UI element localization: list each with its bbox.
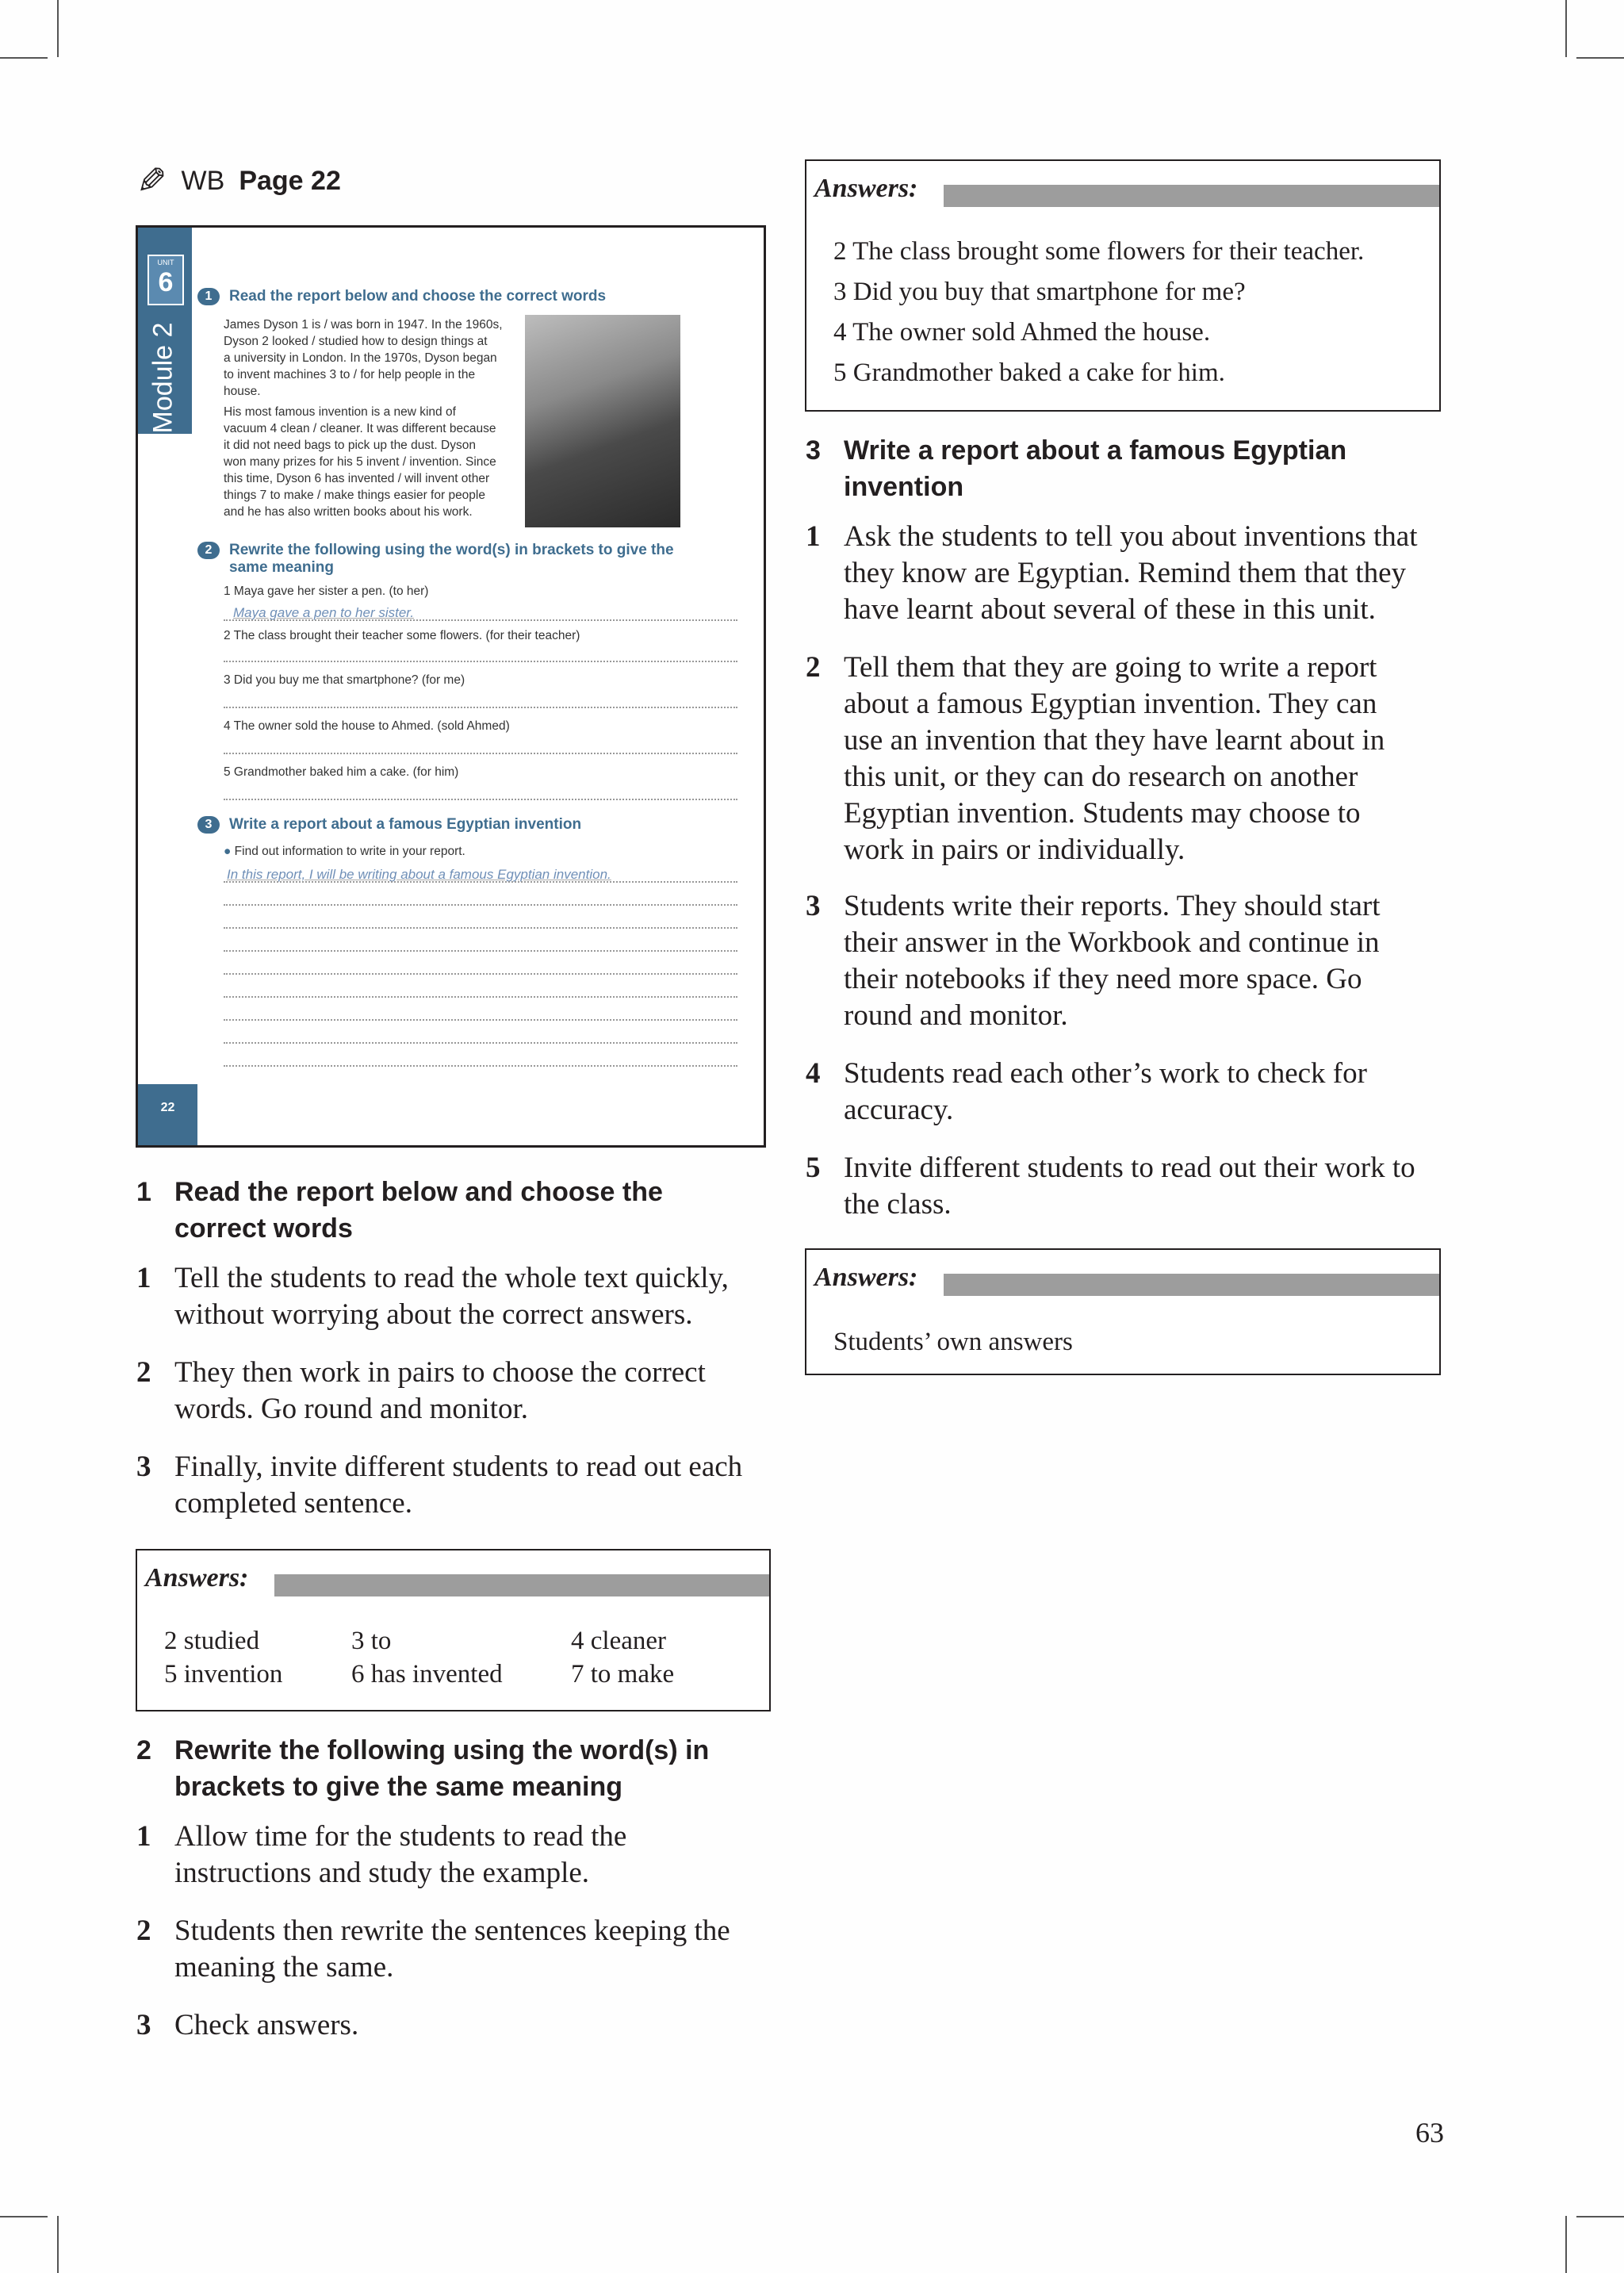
step-line: round and monitor. bbox=[844, 999, 1068, 1032]
text-line: house. bbox=[224, 385, 261, 398]
answers-label: Answers: bbox=[814, 174, 918, 203]
answer-line bbox=[224, 996, 737, 998]
answer-item: 3 Did you buy that smartphone for me? bbox=[833, 278, 1246, 306]
answers-bar bbox=[944, 1274, 1439, 1296]
step-text bbox=[174, 1913, 730, 1986]
text-line: won many prizes for his 5 invent / invention. Since bbox=[224, 455, 496, 469]
step-number: 2 bbox=[136, 1915, 151, 1947]
answer-item: Students’ own answers bbox=[833, 1328, 1073, 1356]
answers-box-1 bbox=[136, 1549, 771, 1711]
wb-page-label: Page 22 bbox=[239, 165, 341, 196]
section-number: 2 bbox=[136, 1735, 151, 1765]
step-item bbox=[136, 1913, 771, 1986]
step-line: meaning the same. bbox=[174, 1951, 394, 1984]
step-number: 1 bbox=[136, 1262, 151, 1294]
step-item bbox=[806, 1150, 1448, 1223]
workbook-page-thumbnail bbox=[136, 225, 766, 1148]
answer-item: 5 Grandmother baked a cake for him. bbox=[833, 358, 1225, 387]
crop-mark bbox=[0, 57, 48, 59]
wb-page-number: 22 bbox=[138, 1084, 197, 1148]
step-text bbox=[844, 519, 1418, 628]
crop-mark bbox=[1565, 2216, 1567, 2273]
answer-line bbox=[224, 927, 737, 929]
module-sidebar bbox=[138, 228, 192, 434]
answer-line bbox=[224, 753, 737, 754]
answers-label: Answers: bbox=[145, 1563, 249, 1593]
step-number: 5 bbox=[806, 1152, 821, 1184]
section-3-heading bbox=[806, 432, 1440, 505]
section-heading-text bbox=[174, 1732, 709, 1805]
wb-ex1-para2 bbox=[224, 404, 519, 520]
section-1-heading bbox=[136, 1174, 755, 1247]
wb-page-header bbox=[136, 160, 341, 201]
step-line: use an invention that they have learnt about in bbox=[844, 724, 1385, 757]
answer-item: 2 studied bbox=[164, 1627, 260, 1655]
step-text bbox=[844, 888, 1381, 1034]
step-line: Students write their reports. They should start bbox=[844, 890, 1381, 922]
wb-ex2-title bbox=[197, 542, 674, 577]
answer-line bbox=[224, 973, 737, 975]
step-number: 1 bbox=[806, 520, 821, 553]
wb-ex3-example-answer: In this report, I will be writing about a famous Egyptian invention. bbox=[227, 867, 611, 882]
crop-mark bbox=[1565, 0, 1567, 57]
text-line: a university in London. In the 1970s, Dyson began bbox=[224, 351, 497, 365]
step-item bbox=[806, 1056, 1448, 1129]
text-line: this time, Dyson 6 has invented / will invent other bbox=[224, 472, 490, 485]
wb-ex3-title-text: Write a report about a famous Egyptian invention bbox=[229, 816, 582, 834]
step-line: They then work in pairs to choose the correct bbox=[174, 1356, 706, 1389]
wb-ex2-item: 1 Maya gave her sister a pen. (to her) bbox=[224, 585, 429, 598]
step-line: Egyptian invention. Students may choose to bbox=[844, 797, 1361, 830]
step-line: instructions and study the example. bbox=[174, 1857, 590, 1889]
step-text bbox=[844, 1150, 1415, 1223]
unit-badge bbox=[147, 255, 184, 305]
answers-label: Answers: bbox=[814, 1263, 918, 1292]
step-line: work in pairs or individually. bbox=[844, 834, 1185, 866]
step-line: completed sentence. bbox=[174, 1487, 412, 1520]
answer-line bbox=[224, 904, 737, 906]
wb-ex2-item: 4 The owner sold the house to Ahmed. (sold Ahmed) bbox=[224, 719, 510, 733]
step-item bbox=[136, 1449, 771, 1522]
section-heading-text bbox=[844, 432, 1346, 505]
crop-mark bbox=[57, 2216, 59, 2273]
section-2-heading bbox=[136, 1732, 771, 1805]
bullet-icon: ● bbox=[224, 845, 235, 858]
section-number: 1 bbox=[136, 1177, 151, 1207]
answer-item: 3 to bbox=[351, 1627, 392, 1655]
step-number: 3 bbox=[136, 2009, 151, 2041]
answer-line bbox=[224, 661, 737, 662]
answers-box-2 bbox=[805, 159, 1441, 412]
answers-bar bbox=[944, 185, 1439, 207]
answer-item: 7 to make bbox=[571, 1660, 675, 1688]
unit-number: 6 bbox=[158, 267, 174, 297]
step-line: this unit, or they can do research on another bbox=[844, 761, 1358, 793]
step-text bbox=[174, 1819, 626, 1892]
step-line: their notebooks if they need more space. Go bbox=[844, 963, 1362, 995]
step-text bbox=[844, 650, 1385, 868]
step-item bbox=[806, 888, 1448, 1034]
wb-ex2-title-text: same meaning bbox=[229, 559, 334, 577]
step-number: 3 bbox=[806, 890, 821, 922]
wb-ex3-number: 3 bbox=[197, 816, 220, 834]
unit-label: UNIT bbox=[157, 259, 174, 266]
answer-item: 5 invention bbox=[164, 1660, 283, 1688]
text-line: His most famous invention is a new kind of bbox=[224, 405, 456, 419]
answer-line bbox=[224, 707, 737, 708]
step-line: Students read each other’s work to check for bbox=[844, 1057, 1367, 1090]
answers-box-3 bbox=[805, 1248, 1441, 1375]
step-line: Finally, invite different students to read out each bbox=[174, 1451, 743, 1483]
heading-line: brackets to give the same meaning bbox=[174, 1772, 622, 1802]
step-item bbox=[136, 1355, 771, 1428]
step-item bbox=[136, 1819, 771, 1892]
wb-ex3-bullet bbox=[224, 845, 465, 859]
page-number: 63 bbox=[1415, 2117, 1444, 2148]
inventor-photo bbox=[525, 315, 680, 527]
step-line: they know are Egyptian. Remind them that they bbox=[844, 557, 1406, 589]
wb-ex2-item: 3 Did you buy me that smartphone? (for me) bbox=[224, 673, 465, 687]
step-number: 3 bbox=[136, 1451, 151, 1483]
text-line: vacuum 4 clean / cleaner. It was different because bbox=[224, 422, 496, 435]
text-line: things 7 to make / make things easier for people bbox=[224, 489, 485, 502]
step-line: Ask the students to tell you about inventions that bbox=[844, 520, 1418, 553]
wb-ex1-title bbox=[197, 288, 606, 305]
answer-item: 2 The class brought some flowers for their teacher. bbox=[833, 237, 1365, 266]
step-line: words. Go round and monitor. bbox=[174, 1393, 529, 1425]
wb-ex3-bullet-text: Find out information to write in your report. bbox=[234, 845, 465, 858]
answer-item: 4 cleaner bbox=[571, 1627, 666, 1655]
answers-bar bbox=[274, 1574, 769, 1596]
crop-mark bbox=[1576, 57, 1624, 59]
answer-line bbox=[224, 950, 737, 952]
text-line: to invent machines 3 to / for help people in the bbox=[224, 368, 476, 381]
step-line: about a famous Egyptian invention. They can bbox=[844, 688, 1377, 720]
answer-line bbox=[224, 881, 737, 883]
crop-mark bbox=[0, 2216, 48, 2217]
step-text bbox=[174, 1260, 729, 1333]
text-line: and he has also written books about his work. bbox=[224, 505, 473, 519]
text-line: it did not need bags to pick up the dust. Dyson bbox=[224, 439, 476, 452]
step-line: without worrying about the correct answers. bbox=[174, 1298, 693, 1331]
text-line: James Dyson 1 is / was born in 1947. In the 1960s, bbox=[224, 318, 503, 332]
answer-item: 6 has invented bbox=[351, 1660, 503, 1688]
heading-line: Rewrite the following using the word(s) in bbox=[174, 1735, 710, 1765]
step-text bbox=[174, 1449, 742, 1522]
heading-line: invention bbox=[844, 472, 964, 502]
step-text bbox=[174, 1355, 706, 1428]
step-item bbox=[806, 650, 1448, 868]
step-line: the class. bbox=[844, 1188, 952, 1221]
step-line: accuracy. bbox=[844, 1094, 954, 1126]
heading-line: Write a report about a famous Egyptian bbox=[844, 435, 1347, 466]
crop-mark bbox=[57, 0, 59, 57]
step-line: their answer in the Workbook and continue in bbox=[844, 926, 1380, 959]
answer-line bbox=[224, 799, 737, 800]
answer-item: 4 The owner sold Ahmed the house. bbox=[833, 318, 1211, 347]
step-line: have learnt about several of these in this unit. bbox=[844, 593, 1376, 626]
step-line: Allow time for the students to read the bbox=[174, 1820, 627, 1853]
step-line: Invite different students to read out their work to bbox=[844, 1152, 1415, 1184]
wb-ex1-number: 1 bbox=[197, 288, 220, 305]
module-label: Module 2 bbox=[147, 322, 178, 434]
answer-line bbox=[224, 1065, 737, 1067]
wb-ex3-title bbox=[197, 816, 581, 834]
step-number: 2 bbox=[136, 1356, 151, 1389]
step-line: Tell them that they are going to write a report bbox=[844, 651, 1377, 684]
pencil-icon: ✎ bbox=[136, 160, 167, 201]
step-text: Check answers. bbox=[174, 2009, 359, 2041]
step-text bbox=[844, 1056, 1367, 1129]
step-number: 2 bbox=[806, 651, 821, 684]
wb-ex2-example-answer: Maya gave a pen to her sister. bbox=[233, 605, 415, 620]
step-line: Students then rewrite the sentences keeping the bbox=[174, 1915, 730, 1947]
heading-line: Read the report below and choose the bbox=[174, 1177, 663, 1207]
answer-line bbox=[224, 619, 737, 621]
crop-mark bbox=[1576, 2216, 1624, 2217]
text-line: Dyson 2 looked / studied how to design things at bbox=[224, 335, 488, 348]
wb-ex1-para1 bbox=[224, 316, 519, 400]
wb-ex2-item: 2 The class brought their teacher some flowers. (for their teacher) bbox=[224, 629, 580, 642]
answer-line bbox=[224, 1042, 737, 1044]
step-number: 1 bbox=[136, 1820, 151, 1853]
wb-ex2-number: 2 bbox=[197, 542, 220, 559]
step-item bbox=[136, 1260, 771, 1333]
answer-line bbox=[224, 1019, 737, 1021]
wb-ex2-item: 5 Grandmother baked him a cake. (for him) bbox=[224, 765, 459, 779]
step-item bbox=[136, 2007, 771, 2044]
step-item bbox=[806, 519, 1448, 628]
section-heading-text bbox=[174, 1174, 663, 1247]
wb-ex2-title-text: Rewrite the following using the word(s) in brackets to give the bbox=[229, 542, 674, 559]
section-number: 3 bbox=[806, 435, 821, 466]
step-number: 4 bbox=[806, 1057, 821, 1090]
step-line: Tell the students to read the whole text quickly, bbox=[174, 1262, 729, 1294]
wb-prefix: WB bbox=[181, 165, 225, 196]
wb-ex1-title-text: Read the report below and choose the correct words bbox=[229, 288, 607, 305]
heading-line: correct words bbox=[174, 1213, 353, 1244]
